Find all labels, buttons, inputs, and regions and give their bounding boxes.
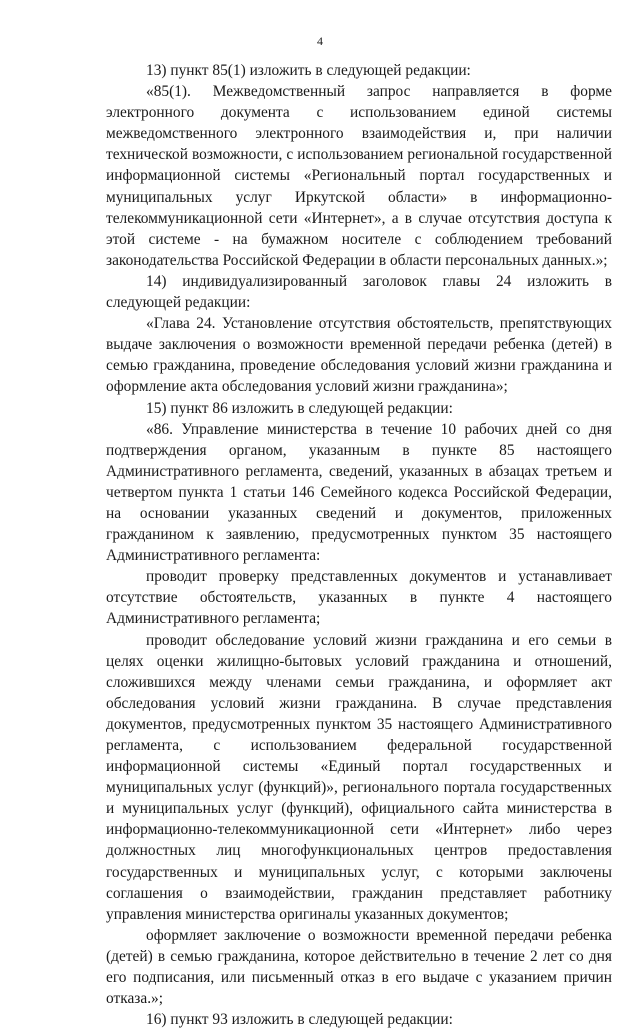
paragraph: оформляет заключение о возможности временной передачи ребенка (детей) в семью гражданина, которое действительно в течение 2 лет со дня его подписания, или письменный отказ в его выдаче с указанием причин отказа.»; (106, 926, 612, 1008)
paragraph: 13) пункт 85(1) изложить в следующей редакции: (146, 62, 471, 79)
paragraph: 14) индивидуализированный заголовок главы 24 изложить в следующей редакции: (106, 272, 612, 312)
paragraph: «85(1). Межведомственный запрос направляется в форме электронного документа с использованием единой системы межведомственного электронного взаимодействия и, при наличии технической возможности, с использованием региональной государственной информационной системы «Региональный портал государственных и муниципальных услуг Иркутской области» в информационно-телекоммуникационной сети «Интернет», а в случае отсутствия доступа к этой системе - на бумажном носителе с соблюдением требований законодательства Российской Федерации в области персональных данных.»; (106, 83, 612, 269)
paragraph: 15) пункт 86 изложить в следующей редакции: (146, 399, 453, 417)
paragraph: проводит обследование условий жизни гражданина и его семьи в целях оценки жилищно-бытовых условий гражданина и отношений, сложившихся между членами семьи гражданина, и оформляет акт обследования условий жизни гражданина. В случае представления документов, предусмотренных пунктом 35 настоящего Административного регламента, с использованием федеральной государственной информационной системы «Единый портал государственных и муниципальных услуг (функций)», регионального портала государственных и муниципальных услуг (функций), официального сайта министерства в информационно-телекоммуникационной сети «Интернет» либо через должностных лиц многофункциональных центров предоставления государственных и муниципальных услуг, с которыми заключены соглашения о взаимодействии, гражданин представляет работнику управления министерства оригиналы указанных документов; (106, 631, 612, 923)
page-number: 4 (317, 34, 323, 48)
paragraph: проводит проверку представленных документов и устанавливает отсутствие обстоятельств, указанных в пункте 4 настоящего Административного регламента; (106, 568, 612, 628)
document-body (106, 60, 612, 1030)
paragraph: «Глава 24. Установление отсутствия обстоятельств, препятствующих выдаче заключения о возможности временной передачи ребенка (детей) в семью гражданина, проведение обследования условий жизни гражданина и оформление акта обследования условий жизни гражданина»; (106, 315, 612, 396)
paragraph: 16) пункт 93 изложить в следующей редакции: (146, 1011, 453, 1029)
paragraph: «86. Управление министерства в течение 10 рабочих дней со дня подтверждения органом, указанным в пункте 85 настоящего Административного регламента, сведений, указанных в абзацах третьем и четвертом пункта 1 статьи 146 Семейного кодекса Российской Федерации, на основании указанных сведений и документов, приложенных гражданином к заявлению, предусмотренных пунктом 35 настоящего Административного регламента: (106, 420, 612, 565)
